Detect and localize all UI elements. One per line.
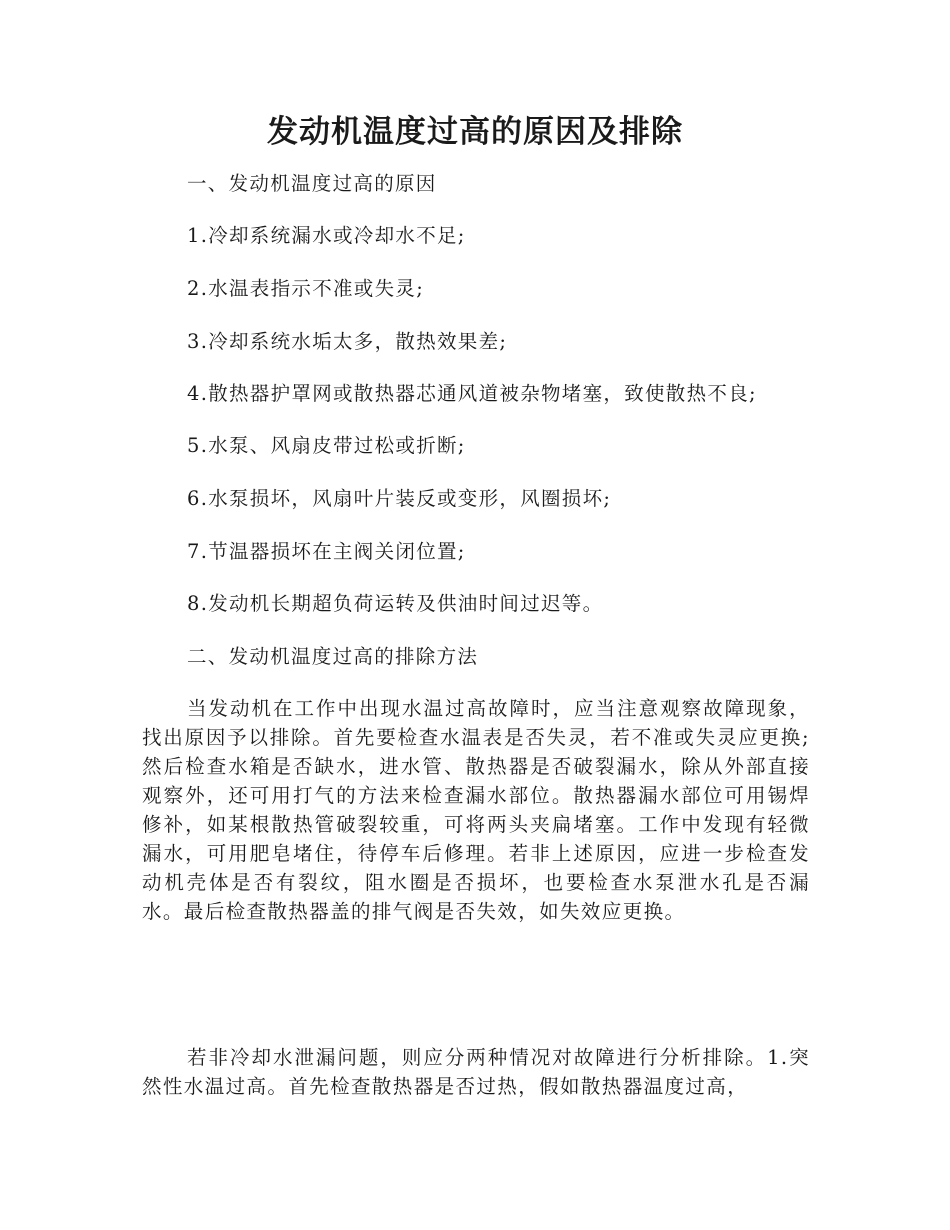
cause-item-3: 3.冷却系统水垢太多，散热效果差; [187,330,508,353]
cause-item-7: 7.节温器损坏在主阀关闭位置; [187,540,466,563]
remedy-paragraph-2: 若非冷却水泄漏问题，则应分两种情况对故障进行分析排除。1.突然性水温过高。首先检查散热器是否过热，假如散热器温度过高， [142,1046,810,1098]
section-heading-causes: 一、发动机温度过高的原因 [187,172,437,195]
cause-item-6: 6.水泵损坏，风扇叶片装反或变形，风圈损坏; [187,487,612,510]
page-title: 发动机温度过高的原因及排除 [267,114,683,150]
remedy-paragraph-1: 当发动机在工作中出现水温过高故障时，应当注意观察故障现象，找出原因予以排除。首先要检查水温表是否失灵，若不准或失灵应更换;然后检查水箱是否缺水，进水管、散热器是否破裂漏水，除从外部直接观察外，还可用打气的方法来检查漏水部位。散热器漏水部位可用锡焊修补，如某根散热管破裂较重，可将两头夹扁堵塞。工作中发现有轻微漏水，可用肥皂堵住，待停车后修理。若非上述原因，应进一步检查发动机壳体是否有裂纹，阻水圈是否损坏，也要检查水泵泄水孔是否漏水。最后检查散热器盖的排气阀是否失效，如失效应更换。 [142,697,810,923]
section-heading-remedies: 二、发动机温度过高的排除方法 [187,645,479,668]
cause-item-8: 8.发动机长期超负荷运转及供油时间过迟等。 [187,592,604,615]
cause-item-1: 1.冷却系统漏水或冷却水不足; [187,224,466,247]
cause-item-2: 2.水温表指示不准或失灵; [187,277,425,300]
cause-item-4: 4.散热器护罩网或散热器芯通风道被杂物堵塞，致使散热不良; [187,382,757,405]
cause-item-5: 5.水泵、风扇皮带过松或折断; [187,434,466,457]
